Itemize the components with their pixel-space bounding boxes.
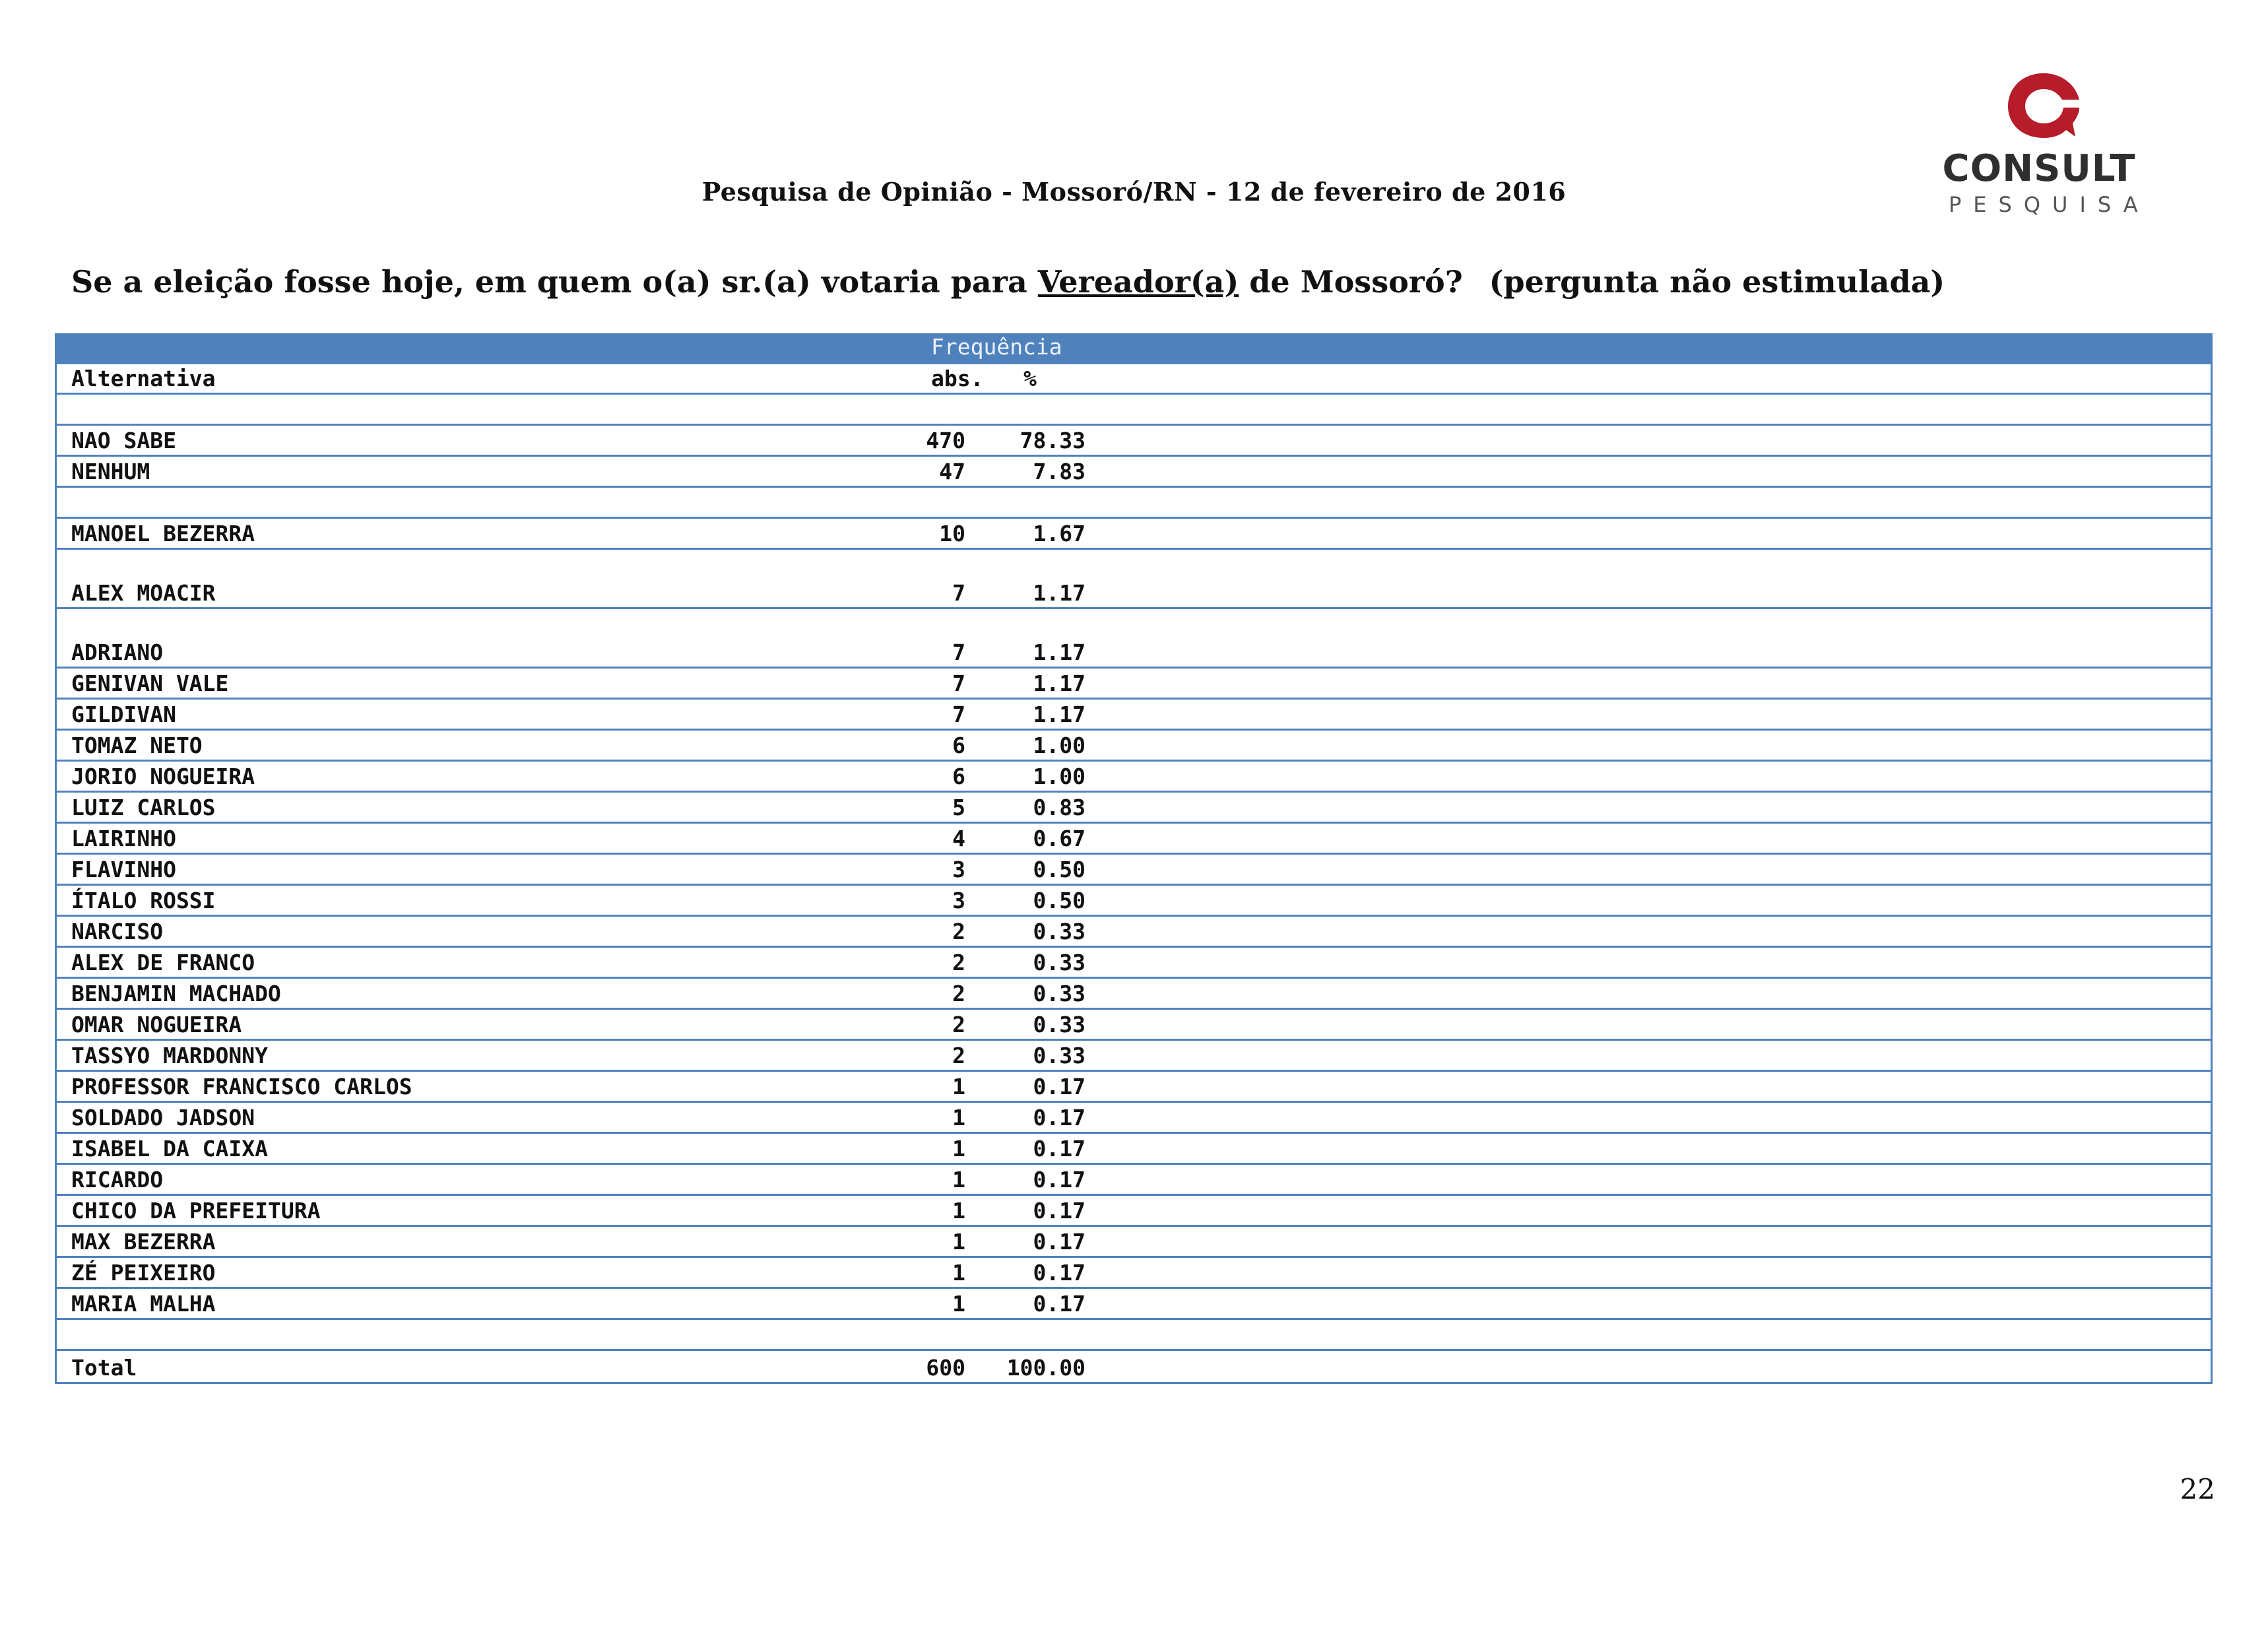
table-row: ZÉ PEIXEIRO 1 0.17: [57, 1258, 2211, 1289]
logo-tagline-text: PESQUISA: [1949, 192, 2150, 217]
table-total-row: Total 600 100.00: [71, 1355, 1085, 1381]
question-suffix: de Mossoró?: [1239, 264, 1463, 300]
table-row: GENIVAN VALE 7 1.17: [57, 669, 2211, 700]
table-row: ALEX DE FRANCO 2 0.33: [57, 948, 2211, 979]
table-row: ADRIANO 7 1.17: [57, 609, 2211, 669]
table-row: ISABEL DA CAIXA 1 0.17: [57, 1134, 2211, 1165]
table-row: GILDIVAN 7 1.17: [57, 700, 2211, 731]
question-emphasis: Vereador(a): [1037, 264, 1239, 300]
table-row: MAX BEZERRA 1 0.17: [57, 1227, 2211, 1258]
table-row: TOMAZ NETO 6 1.00: [57, 731, 2211, 762]
table-group-header: [57, 335, 2211, 364]
table-spacer-row: [57, 1320, 2211, 1351]
table-column-header: [57, 364, 2211, 395]
speech-bubble-c-icon: [2003, 69, 2085, 143]
table-row: NENHUM 47 7.83: [57, 457, 2211, 488]
table-row: BENJAMIN MACHADO 2 0.33: [57, 979, 2211, 1010]
table-spacer-row: [57, 395, 2211, 426]
column-abs: abs.: [931, 366, 984, 391]
table-row: MANOEL BEZERRA 10 1.67: [57, 519, 2211, 550]
table-row: TASSYO MARDONNY 2 0.33: [57, 1041, 2211, 1072]
question-note: (pergunta não estimulada): [1489, 264, 1945, 300]
table-row: ALEX MOACIR 7 1.17: [57, 550, 2211, 609]
table-row: RICARDO 1 0.17: [57, 1165, 2211, 1196]
report-header-title: Pesquisa de Opinião - Mossoró/RN - 12 de fevereiro de 2016: [701, 177, 1567, 207]
frequency-header: Frequência: [931, 334, 1062, 360]
table-row: OMAR NOGUEIRA 2 0.33: [57, 1010, 2211, 1041]
page-number: 22: [2180, 1473, 2215, 1505]
table-spacer-row: [57, 488, 2211, 519]
column-pct: %: [1023, 366, 1037, 391]
table-row: PROFESSOR FRANCISCO CARLOS 1 0.17: [57, 1072, 2211, 1103]
logo-brand-text: CONSULT: [1942, 147, 2136, 190]
table-row: NARCISO 2 0.33: [57, 917, 2211, 948]
results-table: [55, 333, 2213, 1384]
table-row: JORIO NOGUEIRA 6 1.00: [57, 762, 2211, 793]
table-row: LUIZ CARLOS 5 0.83: [57, 793, 2211, 824]
table-row: MARIA MALHA 1 0.17: [57, 1289, 2211, 1320]
consult-pesquisa-logo: [1937, 69, 2150, 221]
question-prefix: Se a eleição fosse hoje, em quem o(a) sr.(a) votaria para: [71, 264, 1038, 300]
table-row: SOLDADO JADSON 1 0.17: [57, 1103, 2211, 1134]
column-alternative: Alternativa: [71, 366, 216, 391]
table-row: LAIRINHO 4 0.67: [57, 824, 2211, 855]
table-row: NAO SABE 470 78.33: [57, 426, 2211, 457]
table-row: FLAVINHO 3 0.50: [57, 855, 2211, 886]
table-row: ÍTALO ROSSI 3 0.50: [57, 886, 2211, 917]
survey-question: [71, 264, 2183, 300]
table-row: CHICO DA PREFEITURA 1 0.17: [57, 1196, 2211, 1227]
